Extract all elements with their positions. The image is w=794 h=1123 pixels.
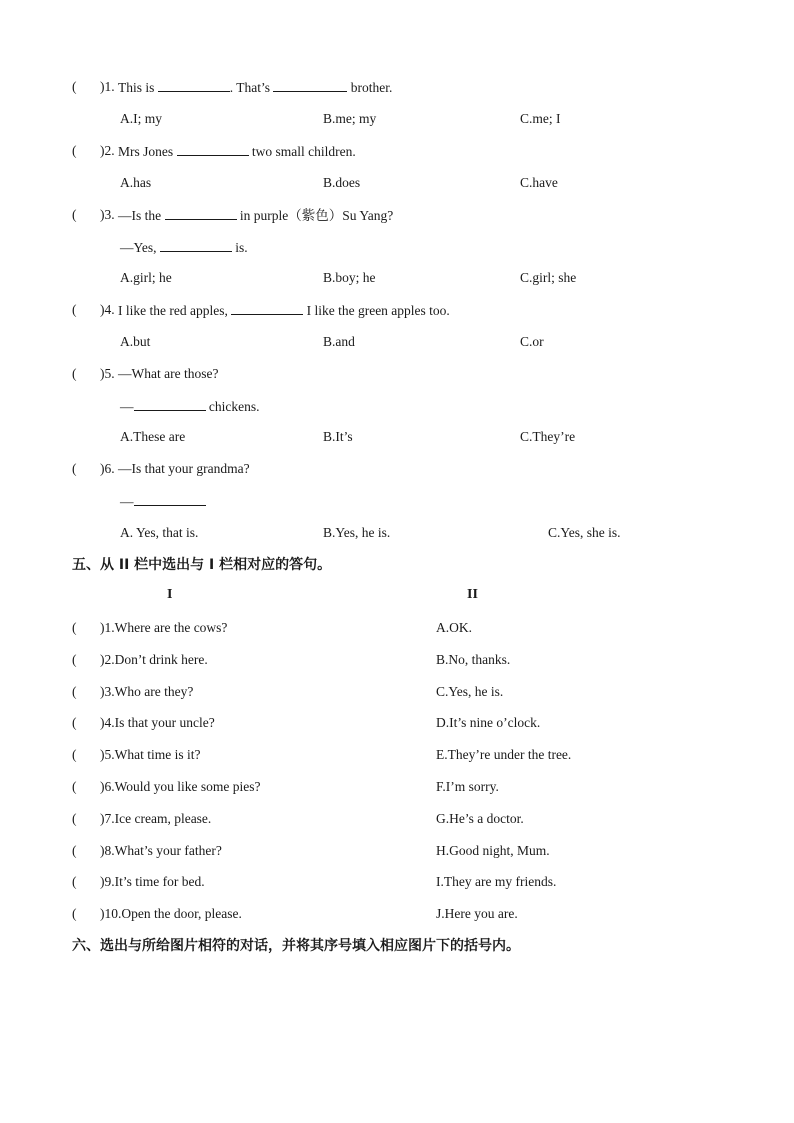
match-question-text: )3.Who are they? xyxy=(100,684,194,699)
question-1-text-c: brother. xyxy=(347,80,393,95)
question-3 xyxy=(72,206,394,224)
paren-open: ( xyxy=(72,843,77,858)
section-6-heading: 六、选出与所给图片相符的对话，并将其序号填入相应图片下的括号内。 xyxy=(72,938,520,954)
question-1-text-b: . That’s xyxy=(229,80,274,95)
question-6-line2-a: — xyxy=(120,494,134,509)
question-6 xyxy=(72,460,250,478)
match-question-text: )6.Would you like some pies? xyxy=(100,779,261,794)
match-question-row xyxy=(72,746,201,764)
match-question-text: )1.Where are the cows? xyxy=(100,620,228,635)
question-5 xyxy=(72,365,219,383)
match-question-row xyxy=(72,778,261,796)
match-question-row xyxy=(72,810,212,828)
question-5-number: )5. xyxy=(100,366,115,381)
option-c: C.me; I xyxy=(520,111,561,126)
option-b: B.It’s xyxy=(323,429,353,444)
match-question-row xyxy=(72,683,194,701)
paren-open: ( xyxy=(72,906,77,921)
match-question-text: )8.What’s your father? xyxy=(100,843,222,858)
question-2-text-c: two small children. xyxy=(248,144,356,159)
section-5-heading: 五、从 II 栏中选出与 I 栏相对应的答句。 xyxy=(72,557,332,573)
option-a: A.These are xyxy=(120,429,186,444)
answer-blank[interactable] xyxy=(273,78,347,92)
paren-open: ( xyxy=(72,302,77,317)
match-question-text: )10.Open the door, please. xyxy=(100,906,242,921)
match-answer-text: C.Yes, he is. xyxy=(436,684,504,699)
question-3-line-2 xyxy=(120,238,248,257)
question-2 xyxy=(72,142,356,160)
question-3-line2-c: is. xyxy=(231,240,248,255)
match-answer-text: B.No, thanks. xyxy=(436,652,511,667)
option-c: C.They’re xyxy=(520,429,576,444)
column-ii-header: II xyxy=(467,587,478,602)
option-a: A.but xyxy=(120,334,151,349)
match-answer-text: J.Here you are. xyxy=(436,906,518,921)
column-i-header: I xyxy=(167,587,173,602)
option-b: B.boy; he xyxy=(323,270,376,285)
match-answer-text: G.He’s a doctor. xyxy=(436,811,524,826)
option-c: C.or xyxy=(520,334,544,349)
match-answer-text: E.They’re under the tree. xyxy=(436,747,572,762)
answer-blank[interactable] xyxy=(134,397,206,411)
match-answer-text: F.I’m sorry. xyxy=(436,779,499,794)
match-question-row xyxy=(72,905,242,923)
question-4-text-a: I like the red apples, xyxy=(118,303,232,318)
match-question-row xyxy=(72,873,205,891)
paren-open: ( xyxy=(72,207,77,222)
option-a: A.has xyxy=(120,175,152,190)
paren-open: ( xyxy=(72,79,77,94)
question-5-line2-a: — xyxy=(120,399,134,414)
paren-open: ( xyxy=(72,620,77,635)
question-2-text-a: Mrs Jones xyxy=(118,144,177,159)
option-a: A.girl; he xyxy=(120,270,172,285)
answer-blank[interactable] xyxy=(158,78,230,92)
question-4 xyxy=(72,301,450,319)
option-c: C.girl; she xyxy=(520,270,577,285)
question-3-text-a: —Is the xyxy=(118,208,165,223)
answer-blank[interactable] xyxy=(160,238,232,252)
paren-open: ( xyxy=(72,143,77,158)
match-answer-text: A.OK. xyxy=(436,620,472,635)
question-6-line-2 xyxy=(120,492,206,511)
match-question-row xyxy=(72,619,228,637)
paren-open: ( xyxy=(72,652,77,667)
match-question-row xyxy=(72,651,208,669)
match-question-row xyxy=(72,842,222,860)
question-3-text-c: in purple（紫色）Su Yang? xyxy=(236,208,394,223)
question-3-line2-a: —Yes, xyxy=(120,240,160,255)
option-b: B.and xyxy=(323,334,355,349)
question-3-number: )3. xyxy=(100,207,115,222)
answer-blank[interactable] xyxy=(231,301,303,315)
answer-blank[interactable] xyxy=(165,206,237,220)
question-5-line2-c: chickens. xyxy=(205,399,260,414)
match-question-text: )7.Ice cream, please. xyxy=(100,811,212,826)
option-b: B.Yes, he is. xyxy=(323,525,391,540)
paren-open: ( xyxy=(72,366,77,381)
paren-open: ( xyxy=(72,874,77,889)
match-answer-text: D.It’s nine o’clock. xyxy=(436,715,541,730)
option-c: C.have xyxy=(520,175,558,190)
question-5-text-a: —What are those? xyxy=(118,366,219,381)
question-4-number: )4. xyxy=(100,302,115,317)
match-question-row xyxy=(72,714,215,732)
option-b: B.does xyxy=(323,175,361,190)
paren-open: ( xyxy=(72,715,77,730)
answer-blank[interactable] xyxy=(134,492,206,506)
match-answer-text: I.They are my friends. xyxy=(436,874,557,889)
match-question-text: )2.Don’t drink here. xyxy=(100,652,208,667)
match-question-text: )4.Is that your uncle? xyxy=(100,715,215,730)
paren-open: ( xyxy=(72,684,77,699)
option-a: A.I; my xyxy=(120,111,162,126)
question-4-text-c: I like the green apples too. xyxy=(303,303,450,318)
paren-open: ( xyxy=(72,461,77,476)
option-b: B.me; my xyxy=(323,111,377,126)
option-a: A. Yes, that is. xyxy=(120,525,199,540)
question-5-line-2 xyxy=(120,397,259,416)
answer-blank[interactable] xyxy=(177,142,249,156)
question-1-text-a: This is xyxy=(118,80,158,95)
question-6-number: )6. xyxy=(100,461,115,476)
paren-open: ( xyxy=(72,747,77,762)
match-question-text: )9.It’s time for bed. xyxy=(100,874,205,889)
question-1 xyxy=(72,78,393,96)
match-answer-text: H.Good night, Mum. xyxy=(436,843,550,858)
question-6-text-a: —Is that your grandma? xyxy=(118,461,250,476)
paren-open: ( xyxy=(72,811,77,826)
option-c: C.Yes, she is. xyxy=(548,525,621,540)
match-question-text: )5.What time is it? xyxy=(100,747,201,762)
paren-open: ( xyxy=(72,779,77,794)
question-2-number: )2. xyxy=(100,143,115,158)
question-1-number: )1. xyxy=(100,79,115,94)
